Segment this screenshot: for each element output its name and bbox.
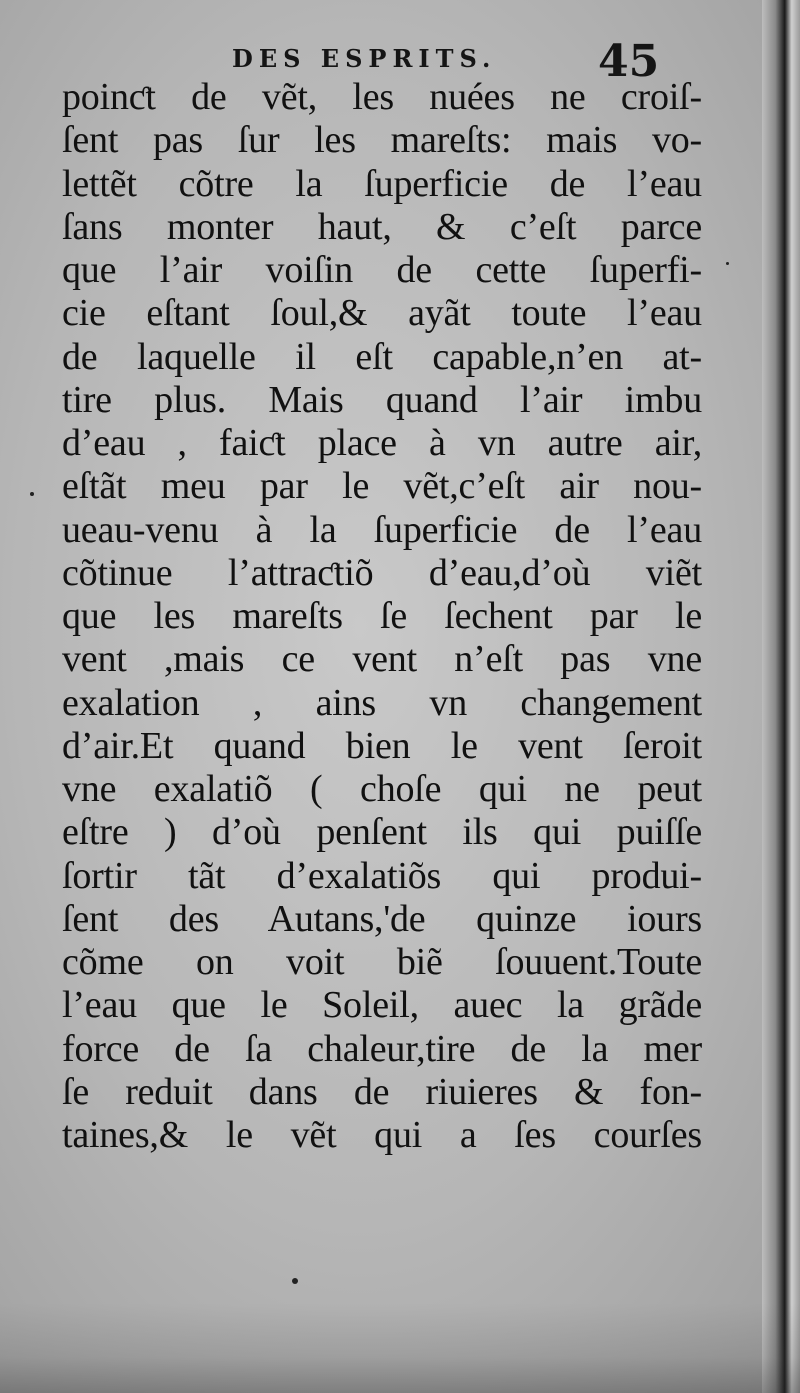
text-line: que les mareſts ſe ſechent par le xyxy=(62,595,702,637)
running-head: DES ESPRITS. xyxy=(232,44,497,73)
page-shadow xyxy=(0,1303,800,1393)
page-edge xyxy=(762,0,800,1393)
text-line: vne exalatiõ ( choſe qui ne peut xyxy=(62,768,702,810)
text-line: que l’air voiſin de cette ſuperfi- xyxy=(62,249,702,291)
text-line: cõme on voit biẽ ſouuent.Toute xyxy=(62,941,702,983)
text-line: eſtãt meu par le vẽt,c’eſt air nou- xyxy=(62,465,702,508)
text-line: ſe reduit dans de riuieres & fon- xyxy=(62,1070,702,1113)
text-line: vent ,mais ce vent n’eſt pas vne xyxy=(62,638,702,681)
text-line: cõtinue l’attraƈtiõ d’eau,d’où viẽt xyxy=(62,551,702,594)
text-line: exalation , ains vn changement xyxy=(62,681,702,724)
ink-speck xyxy=(30,492,34,496)
text-line: l’eau que le Soleil, auec la grãde xyxy=(62,984,702,1027)
text-line: d’eau , faiƈt place à vn autre air, xyxy=(62,422,702,464)
text-line: eſtre ) d’où penſent ils qui puiſſe xyxy=(62,811,702,854)
text-line: ſent des Autans,'de quinze iours xyxy=(62,897,702,940)
text-line: ſans monter haut, & c’eſt parce xyxy=(62,205,702,248)
text-line: de laquelle il eſt capable,n’en at- xyxy=(62,335,702,378)
text-line: ſortir tãt d’exalatiõs qui produi- xyxy=(62,854,702,897)
text-line: ueau-venu à la ſuperficie de l’eau xyxy=(62,508,702,551)
ink-speck xyxy=(292,1278,298,1284)
text-line: force de ſa chaleur,tire de la mer xyxy=(62,1027,702,1070)
text-line: taines,& le vẽt qui a ſes courſes xyxy=(62,1114,702,1156)
page-number: 45 xyxy=(598,36,660,87)
text-line: cie eſtant ſoul,& ayãt toute l’eau xyxy=(62,292,702,335)
text-line: tire plus. Mais quand l’air imbu xyxy=(62,378,702,421)
ink-speck xyxy=(726,262,729,265)
body-text xyxy=(62,76,702,1157)
text-line: ſent pas ſur les mareſts: mais vo- xyxy=(62,119,702,162)
text-line: d’air.Et quand bien le vent ſeroit xyxy=(62,724,702,767)
text-line: poinƈt de vẽt, les nuées ne croiſ- xyxy=(62,76,702,118)
text-line: lettẽt cõtre la ſuperficie de l’eau xyxy=(62,162,702,205)
